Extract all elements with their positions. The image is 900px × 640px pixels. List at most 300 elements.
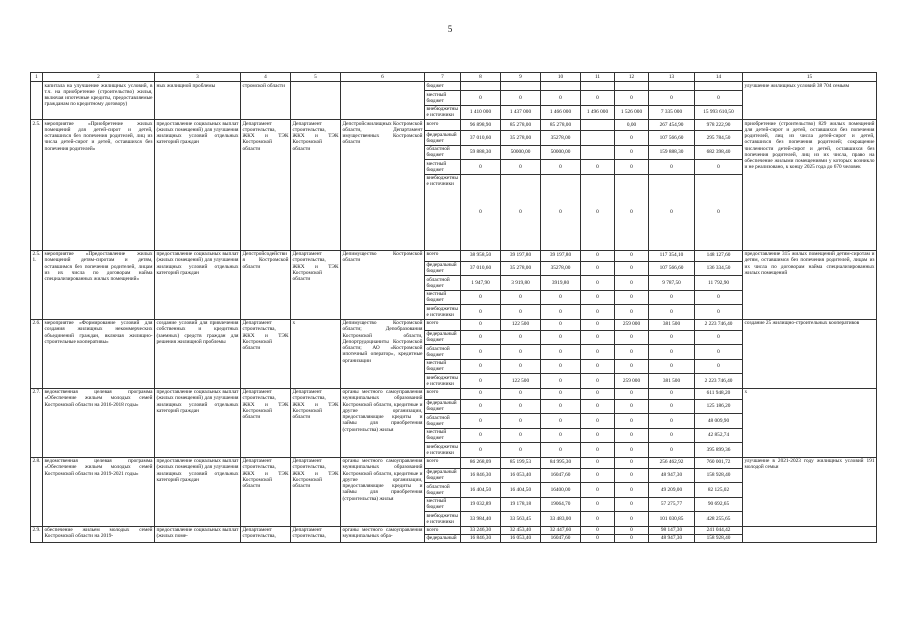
amount-cell: 107 566,60 <box>649 131 695 146</box>
table-row <box>31 388 877 399</box>
row-number: 2.5.1. <box>31 250 43 319</box>
amount-cell: 0 <box>581 305 615 320</box>
amount-cell: 19 178,18 <box>501 497 541 512</box>
amount-cell: 0 <box>615 330 649 345</box>
amount-cell: 1 437 000 <box>501 105 541 120</box>
amount-cell: 0 <box>541 330 581 345</box>
amount-cell: 0 <box>461 174 501 250</box>
responsible-executor: Департамент строительства, ЖКХ и ТЭК Костромской области <box>241 388 291 457</box>
amount-cell <box>581 145 615 160</box>
column-number: 1 <box>31 73 43 82</box>
amount-cell: 107 566,60 <box>649 261 695 276</box>
amount-cell: 1 410 000 <box>461 105 501 120</box>
funding-source: местный бюджет <box>425 160 461 175</box>
column-number: 4 <box>241 73 291 82</box>
amount-cell: 381 500 <box>649 319 695 330</box>
expected-result: приобретение (строительство) 829 жилых помещений для детей-сирот и детей, оставшихся без попечения родителей, лиц из числа детей-сирот и детей, оставшихся без попечения родителей; сокращение численности детей-сирот и детей, оставшихся без попечения родителей, лиц из их числа, право на обеспечение жилыми помещениями у которых возникло и не реализовано, к концу 2025 года до 670 человек <box>743 120 877 251</box>
table-row <box>31 82 877 91</box>
amount-cell: 16 404,50 <box>461 483 501 498</box>
co-executor: Департамент строительства, ЖКХ и ТЭК Костромской области <box>291 457 341 526</box>
amount-cell: 381 500 <box>649 374 695 389</box>
column-number: 13 <box>649 73 695 82</box>
amount-cell: 0 <box>461 290 501 305</box>
amount-cell: 395 899,36 <box>695 443 743 458</box>
amount-cell: 0 <box>541 443 581 458</box>
amount-cell: 9 787,50 <box>649 276 695 291</box>
event-name: мероприятие «Предоставление жилых помещений детям-сиротам и детям, оставшимся без попечения родителей, лицам из их числа по договорам найма специализированных жилых помещений» <box>43 250 155 319</box>
responsible-executor: стромской области <box>241 82 291 120</box>
amount-cell: 295 784,50 <box>695 131 743 146</box>
funding-source: бюджет <box>425 82 461 91</box>
column-number: 11 <box>581 73 615 82</box>
amount-cell: 0 <box>461 91 501 106</box>
amount-cell: 0 <box>581 443 615 458</box>
amount-cell: 7 335 000 <box>649 105 695 120</box>
funding-source: внебюджетные источники <box>425 443 461 458</box>
amount-cell: 148 127,60 <box>695 250 743 261</box>
amount-cell: 760 001,72 <box>695 457 743 468</box>
amount-cell: 0 <box>541 174 581 250</box>
column-number: 9 <box>501 73 541 82</box>
amount-cell: 1 947,90 <box>461 276 501 291</box>
amount-cell: 0 <box>581 497 615 512</box>
amount-cell: 0 <box>581 160 615 175</box>
expected-result: создание 25 жилищно-строительных кооперативов <box>743 319 877 388</box>
amount-cell: 0 <box>581 359 615 374</box>
amount-cell: 0 <box>615 261 649 276</box>
column-number: 2 <box>43 73 155 82</box>
column-number: 6 <box>341 73 425 82</box>
amount-cell: 16400,00 <box>541 483 581 498</box>
amount-cell: 98 147,30 <box>649 526 695 534</box>
amount-cell: 33 483,00 <box>541 512 581 527</box>
responsible-executor: Департамент строительства, ЖКХ и ТЭК Костромской области <box>241 319 291 388</box>
amount-cell: 0 <box>581 374 615 389</box>
amount-cell: 0 <box>581 250 615 261</box>
amount-cell: 0 <box>501 428 541 443</box>
amount-cell: 35278,00 <box>541 261 581 276</box>
amount-cell: 0 <box>581 526 615 534</box>
table-row <box>31 457 877 468</box>
amount-cell: 0 <box>615 345 649 360</box>
amount-cell: 682 398,40 <box>695 145 743 160</box>
amount-cell <box>581 120 615 131</box>
amount-cell: 0 <box>581 345 615 360</box>
amount-cell: 38 958,50 <box>461 250 501 261</box>
amount-cell: 0 <box>615 428 649 443</box>
amount-cell: 0 <box>541 290 581 305</box>
amount-cell: 0 <box>581 414 615 429</box>
amount-cell: 16047,60 <box>541 468 581 483</box>
table-row <box>31 319 877 330</box>
event-goal: создание условий для привлечения собственных и кредитных (заемных) средств граждан для решения жилищной проблемы <box>155 319 241 388</box>
amount-cell: 2 223 746,40 <box>695 374 743 389</box>
amount-cell: 0 <box>581 534 615 542</box>
funding-source: местный бюджет <box>425 91 461 106</box>
funding-source: областной бюджет <box>425 483 461 498</box>
table-row <box>31 526 877 534</box>
amount-cell: 37 010,60 <box>461 131 501 146</box>
event-name: ведомственная целевая программа «Обеспечение жильем молодых семей Костромской области на 2016-2018 годы» <box>43 388 155 457</box>
amount-cell: 0 <box>541 414 581 429</box>
row-number: 2.6. <box>31 319 43 388</box>
amount-cell: 0 <box>461 345 501 360</box>
amount-cell: 0 <box>461 359 501 374</box>
amount-cell: 16 053,40 <box>501 534 541 542</box>
amount-cell: 33 984,40 <box>461 512 501 527</box>
amount-cell: 122 500 <box>501 319 541 330</box>
amount-cell: 48 947,30 <box>649 534 695 542</box>
co-executor: Департамент строительства, ЖКХ и ТЭК Костромской области <box>291 388 341 457</box>
event-goal: предоставление социальных выплат (жилых помещений) для улучшения жилищных условий отдельных категорий граждан <box>155 120 241 251</box>
amount-cell: 57 275,77 <box>649 497 695 512</box>
amount-cell: 0 <box>461 428 501 443</box>
row-number: 2.8. <box>31 457 43 526</box>
amount-cell: 0 <box>615 388 649 399</box>
amount-cell: 84 995,30 <box>541 457 581 468</box>
amount-cell: 39 197,80 <box>501 250 541 261</box>
amount-cell: 0 <box>461 399 501 414</box>
amount-cell: 0 <box>615 290 649 305</box>
amount-cell: 0 <box>695 91 743 106</box>
amount-cell: 85 278,00 <box>541 120 581 131</box>
amount-cell: 0 <box>649 305 695 320</box>
funding-source: всего <box>425 388 461 399</box>
amount-cell: 0 <box>581 261 615 276</box>
amount-cell: 0 <box>615 250 649 261</box>
amount-cell: 82 125,02 <box>695 483 743 498</box>
amount-cell: 0 <box>501 290 541 305</box>
amount-cell: 0 <box>541 388 581 399</box>
amount-cell: 85 199,53 <box>501 457 541 468</box>
amount-cell: 0 <box>615 483 649 498</box>
funding-source: федеральный бюджет <box>425 399 461 414</box>
amount-cell: 0 <box>615 526 649 534</box>
expected-result: улучшение жилищных условий 38 704 семьям <box>743 82 877 120</box>
amount-cell: 117 354,10 <box>649 250 695 261</box>
funding-source: федеральный бюджет <box>425 330 461 345</box>
funding-source: внебюджетные источники <box>425 174 461 250</box>
participants: Депимущество Костромской области <box>341 250 425 319</box>
participants <box>341 82 425 120</box>
amount-cell: 0 <box>649 91 695 106</box>
amount-cell: 35278,00 <box>541 131 581 146</box>
amount-cell: 0 <box>615 160 649 175</box>
amount-cell: 42 852,74 <box>695 428 743 443</box>
amount-cell: 0 <box>649 443 695 458</box>
amount-cell: 0 <box>615 512 649 527</box>
amount-cell: 1 496 000 <box>581 105 615 120</box>
amount-cell: 0 <box>615 534 649 542</box>
event-goal: предоставление социальных выплат (жилых помещений) для улучшения жилищных условий отдельных категорий граждан <box>155 457 241 526</box>
amount-cell: 16 846,30 <box>461 468 501 483</box>
amount-cell: 0 <box>581 91 615 106</box>
amount-cell: 1 466 000 <box>541 105 581 120</box>
table-row <box>31 120 877 131</box>
amount-cell: 159 888,30 <box>649 145 695 160</box>
funding-source: всего <box>425 319 461 330</box>
amount-cell: 0 <box>649 290 695 305</box>
funding-source: всего <box>425 457 461 468</box>
funding-source: внебюджетные источники <box>425 374 461 389</box>
amount-cell: 0 <box>581 428 615 443</box>
amount-cell: 0 <box>649 345 695 360</box>
event-name: мероприятие «Приобретение жилых помещений для детей-сирот и детей, оставшихся без попечения родителей, лиц из числа детей-сирот и детей, оставшихся без попечения родителей» <box>43 120 155 251</box>
amount-cell: 0 <box>541 160 581 175</box>
amount-cell: 0 <box>695 359 743 374</box>
event-name: обеспечение жильем молодых семей Костромской области на 2019- <box>43 526 155 543</box>
amount-cell: 0 <box>649 414 695 429</box>
amount-cell: 0 <box>461 160 501 175</box>
funding-source: местный бюджет <box>425 428 461 443</box>
amount-cell: 0 <box>581 468 615 483</box>
amount-cell: 0 <box>501 305 541 320</box>
amount-cell: 0 <box>615 145 649 160</box>
funding-source: внебюджетные источники <box>425 512 461 527</box>
amount-cell: 39 197,80 <box>541 250 581 261</box>
event-name: мероприятие «Формирование условий для создания жилищных некоммерческих объединений граждан, включая жилищно-строительные кооперативы» <box>43 319 155 388</box>
co-executor: х <box>291 319 341 388</box>
amount-cell: 48 947,30 <box>649 468 695 483</box>
amount-cell: 0 <box>695 345 743 360</box>
amount-cell: 3 919,80 <box>501 276 541 291</box>
amount-cell: 0 <box>541 399 581 414</box>
expected-result <box>743 526 877 543</box>
funding-source: областной бюджет <box>425 276 461 291</box>
amount-cell: 0 <box>581 290 615 305</box>
amount-cell: 0 <box>615 131 649 146</box>
amount-cell: 0 <box>649 388 695 399</box>
participants: Депимущество Костромской области; Депобразования Костромской области, Депортрудоцианиты Костромской области; АО «Костромской ипотечный оператор», кредитные организации <box>341 319 425 388</box>
amount-cell: 0 <box>501 414 541 429</box>
amount-cell: 19 032,89 <box>461 497 501 512</box>
amount-cell: 0 <box>649 330 695 345</box>
co-executor: Департамент строительства, ЖКХ и ТЭК Костромской области <box>291 250 341 319</box>
co-executor <box>291 82 341 120</box>
amount-cell: 241 044,42 <box>695 526 743 534</box>
row-number: 2.5. <box>31 120 43 251</box>
event-goal: ных жилищной проблемы <box>155 82 241 120</box>
amount-cell: 0 <box>649 160 695 175</box>
amount-cell: 0 <box>541 305 581 320</box>
amount-cell: 0 <box>695 290 743 305</box>
amount-cell: 50000,00 <box>541 145 581 160</box>
amount-cell: 0 <box>581 483 615 498</box>
amount-cell: 0 <box>501 91 541 106</box>
column-number: 5 <box>291 73 341 82</box>
funding-source: областной бюджет <box>425 345 461 360</box>
amount-cell: 259 000 <box>615 319 649 330</box>
amount-cell: 0 <box>581 512 615 527</box>
amount-cell: 0 <box>501 345 541 360</box>
amount-cell: 0 <box>461 443 501 458</box>
amount-cell: 96 898,90 <box>461 120 501 131</box>
amount-cell: 1 526 000 <box>615 105 649 120</box>
event-name: ведомственная целевая программа «Обеспечение жильем молодых семей Костромской области на 2019-2021 годы» <box>43 457 155 526</box>
amount-cell: 0 <box>649 399 695 414</box>
amount-cell: 0 <box>649 359 695 374</box>
funding-source: федеральный бюджет <box>425 131 461 146</box>
amount-cell: 0 <box>615 91 649 106</box>
participants: органы местного самоуправления муниципальных обра- <box>341 526 425 543</box>
column-number: 7 <box>425 73 461 82</box>
participants: органы местного самоуправления муниципальных образований Костромской области, кредитные и другие организации, предоставляющие кредиты и займы для приобретения (строительства) жилья <box>341 388 425 457</box>
amount-cell: 259 000 <box>615 374 649 389</box>
amount-cell: 256 462,92 <box>649 457 695 468</box>
amount-cell: 0 <box>501 443 541 458</box>
amount-cell: 0 <box>695 160 743 175</box>
amount-cell <box>581 82 615 91</box>
amount-cell: 15 993 610,50 <box>695 105 743 120</box>
event-goal: предоставление социальных выплат (жилых помещений) для улучшения жилищных условий отдельных категорий граждан <box>155 250 241 319</box>
amount-cell <box>541 82 581 91</box>
funding-source: федеральный <box>425 534 461 542</box>
amount-cell: 32 453,40 <box>501 526 541 534</box>
amount-cell: 0 <box>541 374 581 389</box>
amount-cell: 0 <box>581 319 615 330</box>
amount-cell: 0 <box>461 330 501 345</box>
amount-cell: 0 <box>615 468 649 483</box>
amount-cell: 16 846,30 <box>461 534 501 542</box>
participants: органы местного самоуправления муниципальных образований Костромской области, кредитные и другие организации, предоставляющие кредиты и займы для приобретения (строительства) жилья <box>341 457 425 526</box>
amount-cell: 101 030,85 <box>649 512 695 527</box>
responsible-executor: Департамент строительства, ЖКХ и ТЭК Костромской области <box>241 120 291 251</box>
amount-cell: 158 928,40 <box>695 468 743 483</box>
funding-source: внебюджетные источники <box>425 105 461 120</box>
funding-source: областной бюджет <box>425 145 461 160</box>
funding-source: местный бюджет <box>425 497 461 512</box>
amount-cell: 0 <box>501 399 541 414</box>
funding-source: всего <box>425 120 461 131</box>
amount-cell <box>615 82 649 91</box>
amount-cell: 3919,80 <box>541 276 581 291</box>
column-number: 14 <box>695 73 743 82</box>
amount-cell: 158 928,40 <box>695 534 743 542</box>
amount-cell: 122 500 <box>501 374 541 389</box>
amount-cell: 0 <box>541 345 581 360</box>
responsible-executor: Департамент строительства, ЖКХ и ТЭК Костромской области <box>241 457 291 526</box>
amount-cell: 90 692,65 <box>695 497 743 512</box>
amount-cell: 611 948,20 <box>695 388 743 399</box>
expected-result: х <box>743 388 877 457</box>
amount-cell: 0 <box>615 399 649 414</box>
row-number: 2.9. <box>31 526 43 543</box>
amount-cell: 59 888,30 <box>461 145 501 160</box>
amount-cell: 33 563,45 <box>501 512 541 527</box>
amount-cell: 0 <box>541 91 581 106</box>
co-executor: Департамент строительства, ЖКХ и ТЭК Костромской области <box>291 120 341 251</box>
responsible-executor: Депстройсодействия Костромской области <box>241 250 291 319</box>
program-table <box>30 72 877 543</box>
column-number: 8 <box>461 73 501 82</box>
row-number <box>31 82 43 120</box>
row-number: 2.7. <box>31 388 43 457</box>
responsible-executor: Департамент строительства, <box>241 526 291 543</box>
event-goal: предоставление социальных выплат (жилых помещений) для улучшения жилищных условий отдельных категорий граждан <box>155 388 241 457</box>
amount-cell: 33 246,30 <box>461 526 501 534</box>
amount-cell: 125 186,20 <box>695 399 743 414</box>
amount-cell: 16 404,50 <box>501 483 541 498</box>
amount-cell: 136 334,50 <box>695 261 743 276</box>
amount-cell: 0 <box>541 428 581 443</box>
amount-cell: 16047,60 <box>541 534 581 542</box>
amount-cell <box>461 82 501 91</box>
page-number: 5 <box>447 24 453 34</box>
amount-cell: 32 447,60 <box>541 526 581 534</box>
amount-cell: 2 223 746,40 <box>695 319 743 330</box>
amount-cell: 0 <box>581 174 615 250</box>
amount-cell: 86 268,09 <box>461 457 501 468</box>
amount-cell: 16 053,40 <box>501 468 541 483</box>
amount-cell: 0 <box>461 305 501 320</box>
amount-cell: 0 <box>501 174 541 250</box>
amount-cell: 0 <box>541 359 581 374</box>
amount-cell: 0 <box>501 160 541 175</box>
amount-cell: 267 454,90 <box>649 120 695 131</box>
amount-cell <box>501 82 541 91</box>
amount-cell: 0 <box>581 330 615 345</box>
amount-cell: 0 <box>581 457 615 468</box>
column-number-row <box>31 73 877 82</box>
amount-cell: 0,00 <box>615 120 649 131</box>
amount-cell: 50000,00 <box>501 145 541 160</box>
amount-cell: 0 <box>461 374 501 389</box>
amount-cell: 0 <box>615 457 649 468</box>
event-name: капитала на улучшение жилищных условий, в т.ч. на приобретение (строительство) жилья, включая ипотечные кредиты, предоставляемые гражданам по кредитному договору) <box>43 82 155 120</box>
funding-source: всего <box>425 526 461 534</box>
amount-cell: 0 <box>615 276 649 291</box>
amount-cell: 0 <box>615 414 649 429</box>
column-number: 15 <box>743 73 877 82</box>
amount-cell: 0 <box>615 174 649 250</box>
amount-cell <box>581 131 615 146</box>
amount-cell: 0 <box>695 330 743 345</box>
amount-cell: 0 <box>501 330 541 345</box>
funding-source: местный бюджет <box>425 359 461 374</box>
amount-cell: 0 <box>615 443 649 458</box>
amount-cell: 0 <box>461 319 501 330</box>
amount-cell: 0 <box>501 359 541 374</box>
amount-cell: 0 <box>695 305 743 320</box>
amount-cell: 35 278,00 <box>501 261 541 276</box>
column-number: 12 <box>615 73 649 82</box>
amount-cell: 0 <box>581 276 615 291</box>
funding-source: внебюджетные источники <box>425 305 461 320</box>
amount-cell: 0 <box>649 428 695 443</box>
amount-cell: 0 <box>695 174 743 250</box>
expected-result: улучшение в 2021-2023 году жилищных условий 191 молодой семьи <box>743 457 877 526</box>
amount-cell: 0 <box>541 319 581 330</box>
amount-cell: 37 010,60 <box>461 261 501 276</box>
amount-cell: 35 278,00 <box>501 131 541 146</box>
funding-source: всего <box>425 250 461 261</box>
amount-cell: 978 222,90 <box>695 120 743 131</box>
expected-result: предоставление 315 жилых помещений детям-сиротам и детям, оставшимся без попечения родителей, лицам из их числа по договорам найма специализированных жилых помещений <box>743 250 877 319</box>
event-goal: предоставление социальных выплат (жилых поме- <box>155 526 241 543</box>
amount-cell: 0 <box>461 388 501 399</box>
amount-cell <box>695 82 743 91</box>
funding-source: федеральный бюджет <box>425 261 461 276</box>
amount-cell: 0 <box>649 174 695 250</box>
amount-cell: 0 <box>615 359 649 374</box>
amount-cell: 0 <box>581 388 615 399</box>
funding-source: федеральный бюджет <box>425 468 461 483</box>
amount-cell: 11 792,90 <box>695 276 743 291</box>
amount-cell: 0 <box>615 305 649 320</box>
amount-cell: 48 009,90 <box>695 414 743 429</box>
funding-source: областной бюджет <box>425 414 461 429</box>
amount-cell: 0 <box>615 497 649 512</box>
